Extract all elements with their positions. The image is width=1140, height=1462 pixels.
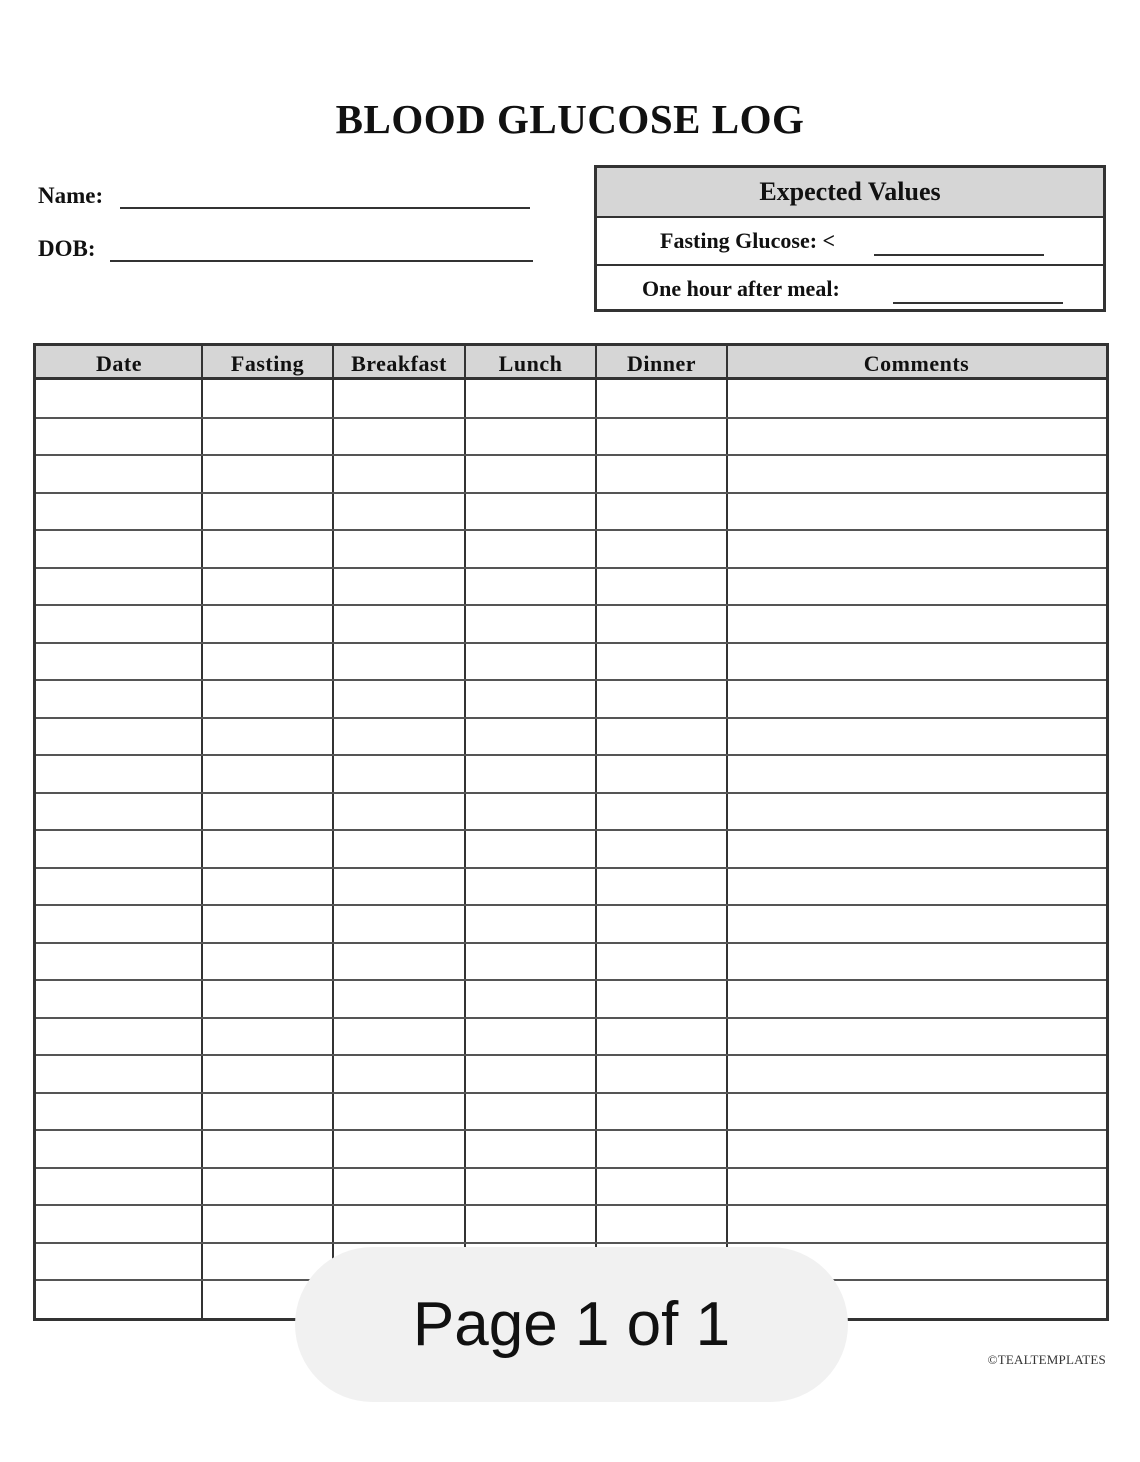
after-meal-row (597, 266, 1103, 314)
expected-values-header: Expected Values (597, 168, 1103, 218)
table-header (36, 346, 1106, 380)
table-row[interactable] (36, 642, 1106, 644)
table-row[interactable] (36, 679, 1106, 681)
column-header-date: Date (96, 351, 142, 376)
table-row[interactable] (36, 717, 1106, 719)
table-row[interactable] (36, 867, 1106, 869)
table-row[interactable] (36, 754, 1106, 756)
table-row[interactable] (36, 417, 1106, 419)
column-header-dinner: Dinner (627, 351, 696, 376)
table-row[interactable] (36, 829, 1106, 831)
after-meal-line[interactable] (893, 302, 1063, 304)
dob-line[interactable] (110, 260, 533, 262)
column-header-breakfast: Breakfast (351, 351, 447, 376)
table-row[interactable] (36, 1092, 1106, 1094)
name-line[interactable] (120, 207, 530, 209)
table-row[interactable] (36, 567, 1106, 569)
table-row[interactable] (36, 792, 1106, 794)
table-row[interactable] (36, 942, 1106, 944)
column-header-lunch: Lunch (498, 351, 563, 376)
table-row[interactable] (36, 1167, 1106, 1169)
copyright-text: ©TEALTEMPLATES (987, 1352, 1106, 1367)
table-row[interactable] (36, 1054, 1106, 1056)
column-header-comments: Comments (863, 351, 970, 376)
table-row[interactable] (36, 979, 1106, 981)
table-row[interactable] (36, 904, 1106, 906)
fasting-glucose-line[interactable] (874, 254, 1044, 256)
page-indicator: Page 1 of 1 (295, 1247, 848, 1402)
fasting-glucose-row (597, 218, 1103, 266)
column-header-fasting: Fasting (230, 351, 305, 376)
after-meal-label: One hour after meal: (642, 276, 840, 301)
table-row[interactable] (36, 492, 1106, 494)
page-title: BLOOD GLUCOSE LOG (335, 96, 805, 142)
table-row[interactable] (36, 1242, 1106, 1244)
glucose-log-table (33, 343, 1109, 1321)
table-row[interactable] (36, 604, 1106, 606)
table-row[interactable] (36, 529, 1106, 531)
expected-values-box (594, 165, 1106, 312)
table-row[interactable] (36, 454, 1106, 456)
name-label: Name: (38, 183, 104, 208)
table-row[interactable] (36, 1129, 1106, 1131)
fasting-glucose-label: Fasting Glucose: < (660, 228, 836, 253)
dob-label: DOB: (38, 236, 96, 261)
table-row[interactable] (36, 1204, 1106, 1206)
table-row[interactable] (36, 1017, 1106, 1019)
